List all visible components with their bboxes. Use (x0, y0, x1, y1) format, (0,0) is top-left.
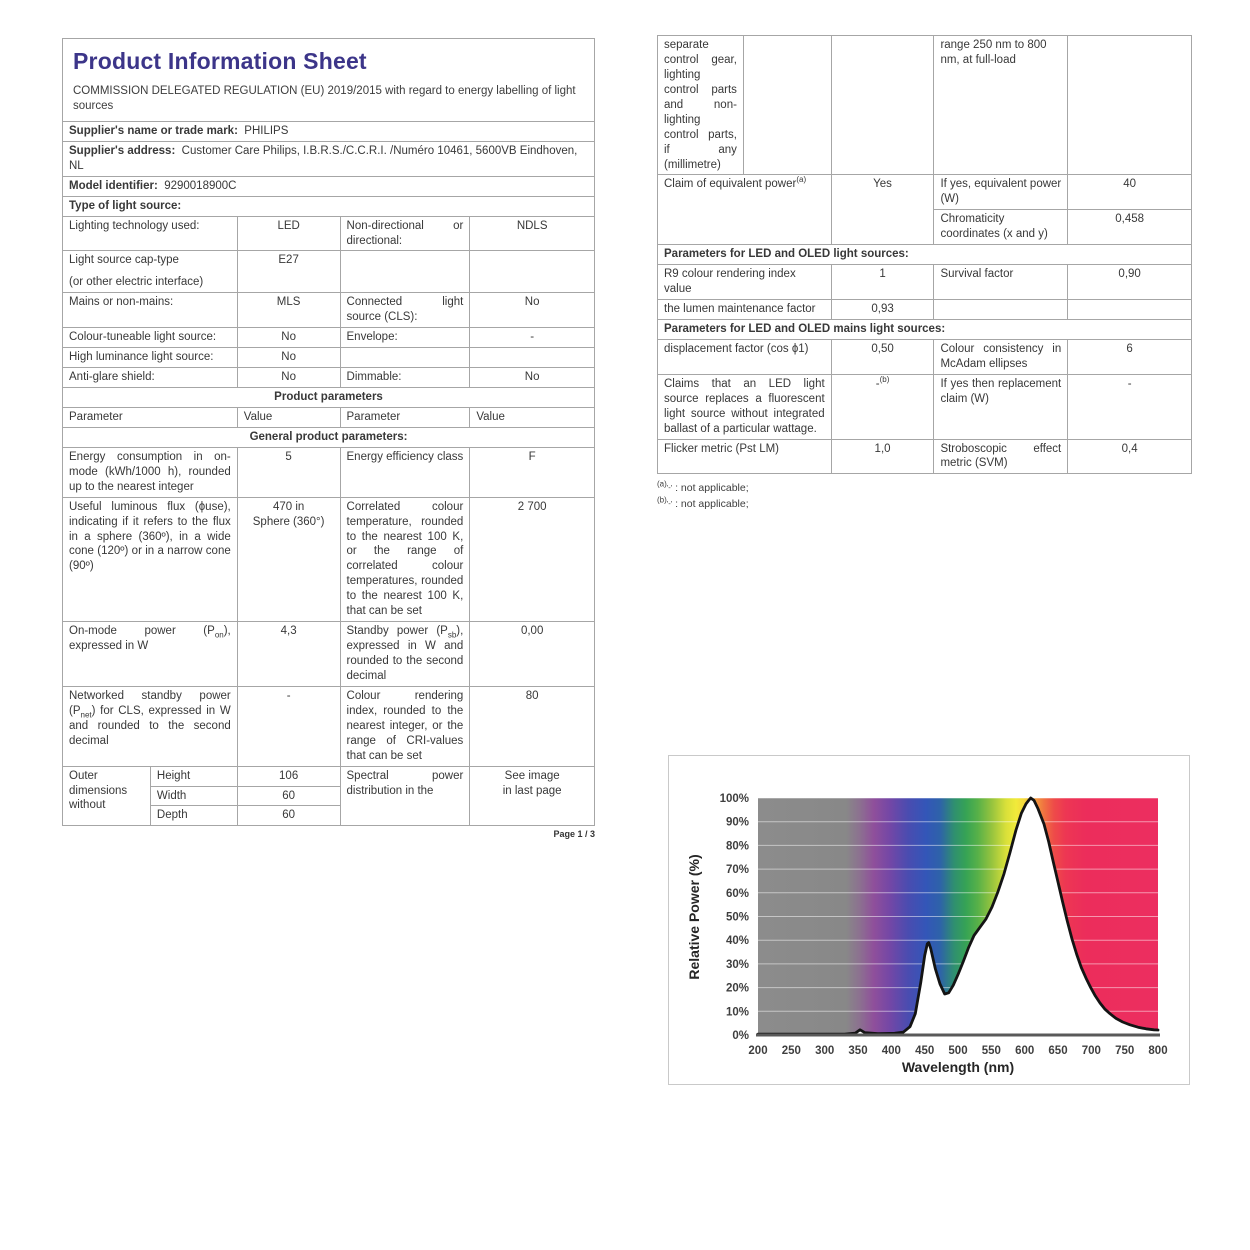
y-tick-label: 0% (732, 1030, 749, 1042)
page-title: Product Information Sheet (73, 48, 367, 74)
supplier-name-label: Supplier's name or trade mark: (69, 124, 238, 137)
lighting-technology-label: Lighting technology used: (63, 216, 238, 251)
cap-type-label (63, 251, 238, 293)
continuation-column (657, 35, 1192, 510)
r9-label: R9 colour rendering index value (658, 265, 832, 300)
x-tick-label: 550 (981, 1045, 1001, 1057)
lumen-maintenance-label: the lumen maintenance factor (658, 300, 832, 320)
empty-cell (1068, 36, 1192, 175)
supplier-address-row (63, 141, 595, 176)
outer-dimensions-label: Outer dimensions without (63, 766, 151, 826)
x-tick-label: 750 (1115, 1045, 1135, 1057)
y-tick-label: 70% (725, 864, 749, 877)
x-axis-tick-labels (748, 1045, 1167, 1057)
supplier-address-label: Supplier's address: (69, 144, 176, 157)
on-mode-power-value: 4,3 (237, 622, 340, 687)
energy-consumption-label: Energy consumption in on-mode (kWh/1000 h), rounded up to the nearest integer (63, 447, 238, 497)
product-info-sheet-table (62, 38, 595, 839)
x-tick-label: 350 (848, 1045, 868, 1057)
efficiency-class-label: Energy efficiency class (340, 447, 470, 497)
cap-type-line1: Light source cap-type (69, 254, 179, 267)
equivalent-power-value: 40 (1068, 175, 1192, 210)
footnote-a: $^{(a)}$'-' : not applicable; (657, 479, 749, 495)
x-tick-label: 300 (815, 1045, 835, 1057)
y-tick-label: 50% (725, 911, 749, 924)
cls-label: Connected light source (CLS): (340, 293, 470, 328)
col-header-parameter: Parameter (63, 407, 238, 427)
survival-factor-value: 0,90 (1068, 265, 1192, 300)
displacement-factor-label: displacement factor (cos ϕ1) (658, 339, 832, 374)
r9-value: 1 (831, 265, 934, 300)
y-tick-label: 80% (725, 840, 749, 853)
lighting-technology-value: LED (237, 216, 340, 251)
envelope-label: Envelope: (340, 328, 470, 348)
x-axis-title: Wavelength (nm) (901, 1059, 1015, 1075)
height-value: 106 (237, 766, 340, 786)
x-tick-label: 500 (948, 1045, 968, 1057)
empty-cell (934, 300, 1068, 320)
y-tick-label: 100% (719, 793, 749, 805)
spd-value (470, 766, 595, 826)
supplier-address-value: Customer Care Philips, I.B.R.S./C.C.R.I. /Numéro 10461, 5600VB Eindhoven, NL (69, 144, 578, 172)
luminous-flux-value-line1: 470 in (272, 500, 305, 513)
y-axis-title: Relative Power (%) (686, 854, 702, 980)
fluorescent-claim-label: Claims that an LED light source replaces a fluorescent light source without integrated ballast of a particular wattage. (658, 374, 832, 439)
y-tick-label: 60% (725, 887, 749, 900)
cct-label: Correlated colour temperature, rounded to the nearest 100 K, or the range of correlated colour temperatures, rounded to the nearest 100 K, that can be set (340, 497, 470, 622)
survival-factor-label: Survival factor (934, 265, 1068, 300)
high-luminance-value: No (237, 348, 340, 368)
efficiency-class-value: F (470, 447, 595, 497)
networked-standby-label: Networked standby power $(P_{net})$ for CLS, expressed in W and rounded to the second decimal (63, 686, 238, 766)
col-header-value: Value (237, 407, 340, 427)
model-identifier-row (63, 176, 595, 196)
standby-power-value: 0,00 (470, 622, 595, 687)
supplier-name-row (63, 121, 595, 141)
spd-chart-svg (669, 756, 1189, 1082)
colour-tuneable-label: Colour-tuneable light source: (63, 328, 238, 348)
displacement-factor-value: 0,50 (831, 339, 934, 374)
chromaticity-value: 0,458 (1068, 210, 1192, 245)
cap-type-value: E27 (237, 251, 340, 293)
colour-consistency-label: Colour consistency in McAdam ellipses (934, 339, 1068, 374)
x-tick-label: 700 (1081, 1045, 1101, 1057)
x-tick-label: 650 (1048, 1045, 1068, 1057)
regulation-subtitle: COMMISSION DELEGATED REGULATION (EU) 2019/2015 with regard to energy labelling of light sources (73, 84, 576, 113)
depth-label: Depth (150, 806, 237, 826)
x-tick-label: 200 (748, 1045, 768, 1057)
energy-consumption-value: 5 (237, 447, 340, 497)
footnotes (657, 479, 1192, 511)
cri-label: Colour rendering index, rounded to the nearest integer, or the range of CRI-values that can be set (340, 686, 470, 766)
col-header-parameter: Parameter (340, 407, 470, 427)
mains-label: Mains or non-mains: (63, 293, 238, 328)
cls-value: No (470, 293, 595, 328)
x-tick-label: 600 (1015, 1045, 1035, 1057)
empty-cell (470, 348, 595, 368)
x-tick-label: 400 (881, 1045, 901, 1057)
lumen-maintenance-value: 0,93 (831, 300, 934, 320)
stroboscopic-value: 0,4 (1068, 439, 1192, 474)
directional-label: Non-directional or directional: (340, 216, 470, 251)
model-identifier-value: 9290018900C (164, 179, 237, 192)
standby-power-label: Standby power $(P_{sb})$, expressed in W and rounded to the second decimal (340, 622, 470, 687)
y-tick-label: 90% (725, 816, 749, 829)
colour-tuneable-value: No (237, 328, 340, 348)
spectral-power-distribution-chart (668, 755, 1190, 1085)
flicker-metric-value: 1,0 (831, 439, 934, 474)
on-mode-power-label: On-mode power $(P_{on})$, expressed in W (63, 622, 238, 687)
equivalent-power-label: If yes, equivalent power (W) (934, 175, 1068, 210)
high-luminance-label: High luminance light source: (63, 348, 238, 368)
title-cell (63, 39, 595, 122)
luminous-flux-value (237, 497, 340, 622)
cap-type-line2: (or other electric interface) (69, 276, 204, 289)
empty-cell (1068, 300, 1192, 320)
width-label: Width (150, 786, 237, 806)
footnote-b: $^{(b)}$'-' : not applicable; (657, 495, 749, 511)
replacement-claim-label: If yes then replacement claim (W) (934, 374, 1068, 439)
stroboscopic-label: Stroboscopic effect metric (SVM) (934, 439, 1068, 474)
y-tick-label: 30% (725, 958, 749, 971)
y-axis-tick-labels (720, 793, 749, 1042)
cct-value: 2 700 (470, 497, 595, 622)
claim-equivalent-power-value: Yes (831, 175, 934, 245)
anti-glare-label: Anti-glare shield: (63, 368, 238, 388)
flicker-metric-label: Flicker metric (Pst LM) (658, 439, 832, 474)
spd-range-continued: range 250 nm to 800 nm, at full-load (934, 36, 1068, 175)
spd-label: Spectral power distribution in the (340, 766, 470, 826)
general-parameters-header: General product parameters: (63, 427, 595, 447)
empty-cell (340, 251, 470, 293)
depth-value: 60 (237, 806, 340, 826)
envelope-value: - (470, 328, 595, 348)
fluorescent-claim-value: -$^{(b)}$ (831, 374, 934, 439)
x-tick-label: 450 (915, 1045, 935, 1057)
product-parameters-header: Product parameters (63, 388, 595, 408)
left-table (62, 38, 595, 826)
led-oled-header: Parameters for LED and OLED light sources: (658, 245, 1192, 265)
claim-equivalent-power-label: Claim of equivalent power$^{(a)}$ (658, 175, 832, 245)
chromaticity-label: Chromaticity coordinates (x and y) (934, 210, 1068, 245)
x-tick-label: 250 (781, 1045, 801, 1057)
directional-value: NDLS (470, 216, 595, 251)
model-identifier-label: Model identifier: (69, 179, 158, 192)
colour-consistency-value: 6 (1068, 339, 1192, 374)
right-table (657, 35, 1192, 474)
supplier-name-value: PHILIPS (244, 124, 289, 137)
type-of-light-source-label: Type of light source: (63, 196, 595, 216)
anti-glare-value: No (237, 368, 340, 388)
luminous-flux-label: Useful luminous flux (ϕuse), indicating if it refers to the flux in a sphere (360º), in a wide cone (120º) or in a narrow cone (90º) (63, 497, 238, 622)
empty-cell (831, 36, 934, 175)
height-label: Height (150, 766, 237, 786)
spd-value-line1: See image (504, 769, 560, 782)
y-tick-label: 10% (725, 1006, 749, 1019)
dimmable-value: No (470, 368, 595, 388)
empty-cell (470, 251, 595, 293)
empty-cell (743, 36, 831, 175)
x-tick-label: 800 (1148, 1045, 1168, 1057)
cri-value: 80 (470, 686, 595, 766)
networked-standby-value: - (237, 686, 340, 766)
page-number: Page 1 / 3 (553, 829, 595, 840)
width-value: 60 (237, 786, 340, 806)
replacement-claim-value: - (1068, 374, 1192, 439)
empty-cell (340, 348, 470, 368)
y-tick-label: 20% (725, 982, 749, 995)
outer-dimensions-continued: separate control gear, lighting control parts and non-lighting control parts, if any (millimetre) (658, 36, 744, 175)
col-header-value: Value (470, 407, 595, 427)
led-oled-mains-header: Parameters for LED and OLED mains light sources: (658, 319, 1192, 339)
dimmable-label: Dimmable: (340, 368, 470, 388)
mains-value: MLS (237, 293, 340, 328)
spd-value-line2: in last page (502, 784, 562, 797)
y-tick-label: 40% (725, 935, 749, 948)
luminous-flux-value-line2: Sphere (360°) (252, 515, 325, 528)
